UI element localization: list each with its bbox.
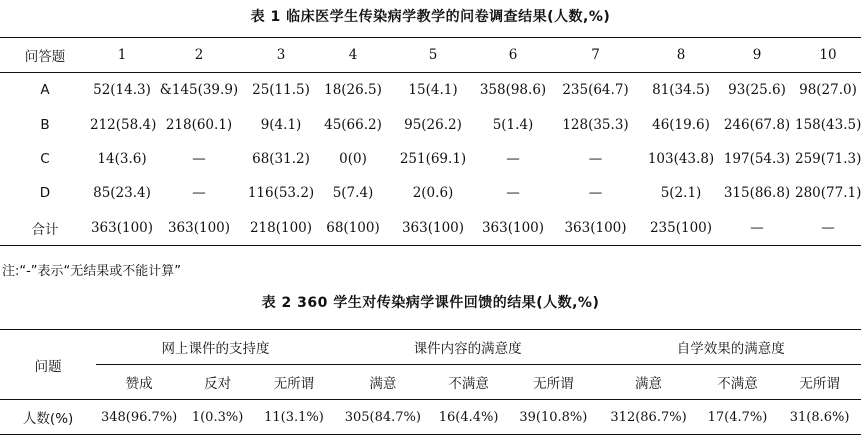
table2-group-header: 自学效果的满意度 bbox=[600, 330, 861, 365]
table1-cell: 5(2.1) bbox=[660, 185, 702, 202]
table1-cell: 0(0) bbox=[339, 150, 367, 167]
table2-cell: 1(0.3%) bbox=[191, 409, 244, 425]
table1-cell: 251(69.1) bbox=[399, 150, 467, 167]
table1-row-label: A bbox=[40, 82, 50, 99]
table1-col-header: 10 bbox=[795, 38, 861, 73]
table1-cell: 358(98.6) bbox=[479, 82, 547, 99]
table1-cell: 218(60.1) bbox=[165, 116, 233, 133]
table1-cell: &145(39.9) bbox=[159, 82, 239, 99]
table2-subheader: 不满意 bbox=[697, 365, 779, 400]
table2-subheader: 不满意 bbox=[431, 365, 506, 400]
table2-cell: 11(3.1%) bbox=[264, 409, 324, 425]
table1-header-label: 问答题 bbox=[0, 38, 90, 73]
table1-cell: 93(25.6) bbox=[728, 82, 786, 99]
table2-subheader-row bbox=[0, 365, 861, 400]
table1-col-header: 2 bbox=[154, 38, 244, 73]
table1-cell: — bbox=[588, 150, 603, 167]
table2-cell: 39(10.8%) bbox=[519, 409, 588, 425]
table1-cell: 363(100) bbox=[401, 219, 465, 236]
table1-col-header: 9 bbox=[719, 38, 795, 73]
table1-cell: 52(14.3) bbox=[93, 82, 151, 99]
table1-cell: 116(53.2) bbox=[247, 185, 315, 202]
table1-row-label: B bbox=[40, 116, 50, 133]
table1-cell: 315(86.8) bbox=[723, 185, 791, 202]
table1-cell: 5(1.4) bbox=[492, 116, 534, 133]
table2-cell: 17(4.7%) bbox=[707, 409, 768, 425]
table-row bbox=[0, 176, 861, 210]
table1-title: 表 1 临床医学生传染病学教学的问卷调查结果(人数,%) bbox=[250, 9, 611, 25]
table1-cell: 363(100) bbox=[481, 219, 545, 236]
table1-cell: 128(35.3) bbox=[562, 116, 629, 133]
table1-row-label: C bbox=[40, 150, 50, 167]
table1-col-header: 1 bbox=[90, 38, 154, 73]
table1-cell: 68(31.2) bbox=[252, 150, 310, 167]
table-row bbox=[0, 400, 861, 435]
table1-cell: 46(19.6) bbox=[652, 116, 710, 133]
table1-cell: 235(64.7) bbox=[562, 82, 629, 99]
table1-col-header: 3 bbox=[244, 38, 318, 73]
table-row-total bbox=[0, 211, 861, 246]
table2-subheader: 赞成 bbox=[96, 365, 182, 400]
table2-title: 表 2 360 学生对传染病学课件回馈的结果(人数,%) bbox=[261, 295, 600, 311]
table1-cell: 5(7.4) bbox=[332, 185, 374, 202]
table2-group-header-row bbox=[0, 330, 861, 365]
table1-cell: — bbox=[506, 150, 520, 167]
table1-cell: 45(66.2) bbox=[324, 116, 382, 133]
table1-cell: 81(34.5) bbox=[652, 82, 710, 99]
table1-cell: 95(26.2) bbox=[404, 116, 462, 133]
table1-cell: 9(4.1) bbox=[260, 116, 302, 133]
table1-cell: 2(0.6) bbox=[412, 185, 454, 202]
table1-cell: 14(3.6) bbox=[97, 150, 147, 167]
table1-cell: 246(67.8) bbox=[723, 116, 791, 133]
table1-cell: 158(43.5) bbox=[795, 116, 861, 133]
table1-cell: — bbox=[588, 185, 603, 202]
table1-cell: — bbox=[750, 219, 764, 236]
table2-subheader: 反对 bbox=[182, 365, 253, 400]
table1-col-header: 8 bbox=[643, 38, 719, 73]
table2-subheader: 满意 bbox=[600, 365, 696, 400]
table1-cell: 68(100) bbox=[326, 219, 380, 236]
table1-cell: 98(27.0) bbox=[799, 82, 857, 99]
table1-cell: 235(100) bbox=[649, 219, 713, 236]
table2-cell: 312(86.7%) bbox=[610, 409, 687, 425]
table1 bbox=[0, 37, 861, 246]
table1-footnote: 注:“-”表示“无结果或不能计算” bbox=[2, 264, 182, 279]
table2-cell: 348(96.7%) bbox=[100, 409, 178, 425]
table1-cell: — bbox=[192, 185, 206, 202]
table2-subheader: 无所谓 bbox=[778, 365, 861, 400]
table1-cell: 363(100) bbox=[167, 219, 231, 236]
table1-cell: 259(71.3) bbox=[795, 150, 861, 167]
table1-cell: 85(23.4) bbox=[93, 185, 151, 202]
table1-cell: 212(58.4) bbox=[90, 116, 157, 133]
table2-question-label: 问题 bbox=[0, 330, 96, 400]
table2-cell: 16(4.4%) bbox=[438, 409, 499, 425]
table-row bbox=[0, 73, 861, 108]
table1-col-header: 7 bbox=[548, 38, 643, 73]
table1-cell: 363(100) bbox=[564, 219, 627, 236]
table1-header-row bbox=[0, 38, 861, 73]
table1-cell: — bbox=[506, 185, 520, 202]
table2-cell: 31(8.6%) bbox=[789, 409, 850, 425]
table1-cell: 103(43.8) bbox=[647, 150, 715, 167]
table2-subheader: 无所谓 bbox=[506, 365, 600, 400]
table2 bbox=[0, 329, 861, 435]
table2-group-header: 课件内容的满意度 bbox=[335, 330, 601, 365]
table1-cell: 218(100) bbox=[249, 219, 313, 236]
table2-row-label: 人数(%) bbox=[22, 411, 74, 427]
table1-cell: 15(4.1) bbox=[408, 82, 458, 99]
table-row bbox=[0, 107, 861, 141]
table1-cell: — bbox=[192, 150, 206, 167]
table1-cell: — bbox=[821, 219, 835, 236]
table1-col-header: 4 bbox=[318, 38, 388, 73]
table1-row-label: 合计 bbox=[31, 221, 59, 238]
table-row bbox=[0, 142, 861, 176]
table1-col-header: 5 bbox=[388, 38, 478, 73]
table1-cell: 363(100) bbox=[90, 219, 154, 236]
table1-row-label: D bbox=[39, 185, 51, 202]
table2-group-header: 网上课件的支持度 bbox=[96, 330, 335, 365]
table1-cell: 25(11.5) bbox=[252, 82, 310, 99]
table1-cell: 197(54.3) bbox=[723, 150, 791, 167]
table1-cell: 280(77.1) bbox=[795, 185, 861, 202]
table2-cell: 305(84.7%) bbox=[344, 409, 421, 425]
table1-col-header: 6 bbox=[478, 38, 548, 73]
table2-subheader: 满意 bbox=[335, 365, 431, 400]
table1-cell: 18(26.5) bbox=[324, 82, 382, 99]
table2-subheader: 无所谓 bbox=[253, 365, 335, 400]
